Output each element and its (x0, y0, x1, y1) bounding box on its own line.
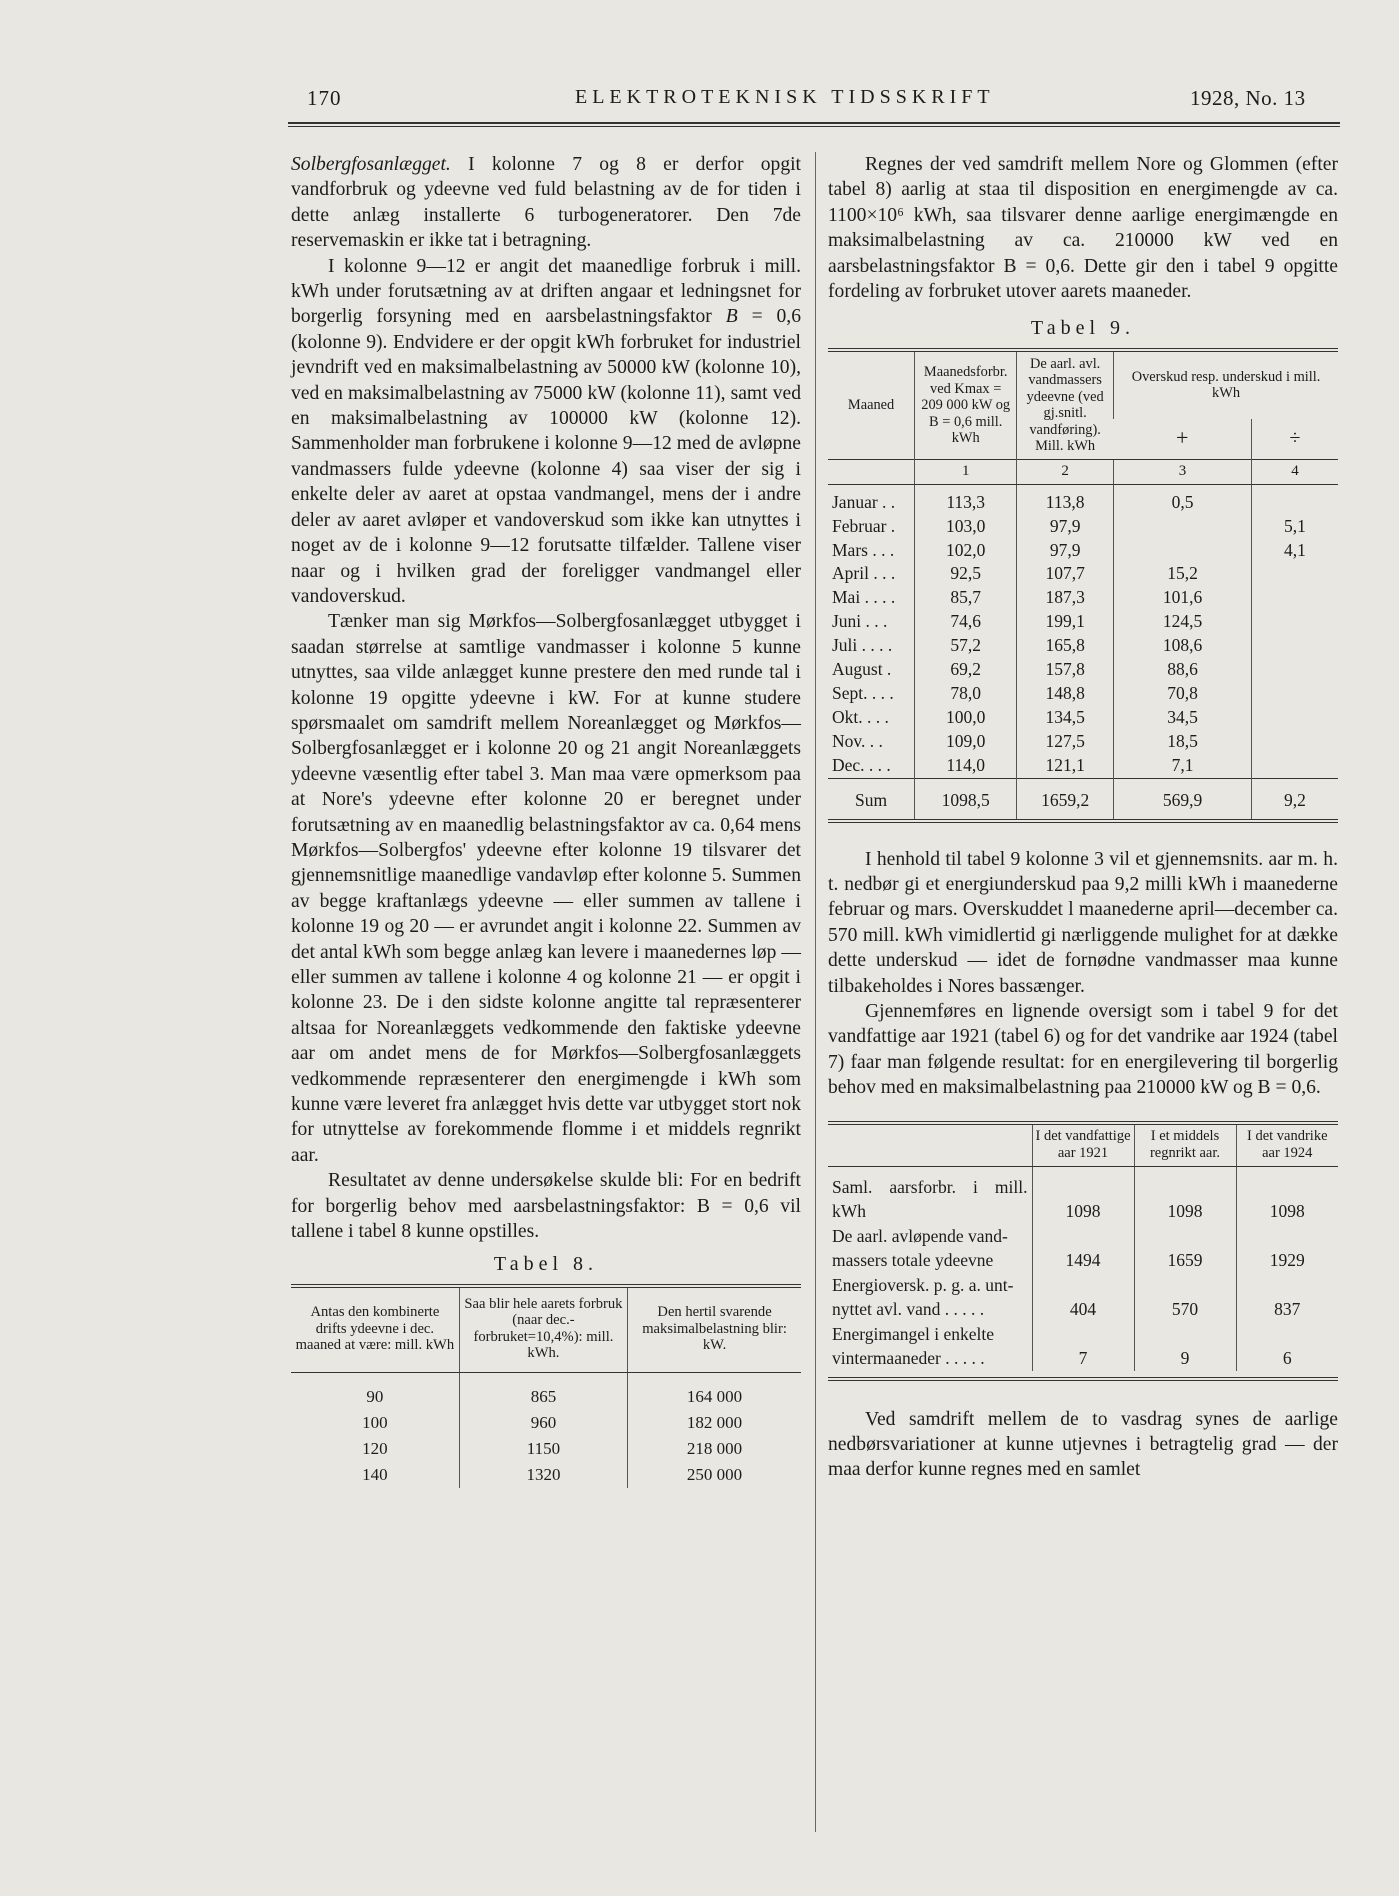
value-cell (1114, 539, 1252, 563)
paragraph: Resultatet av denne undersøkelse skulde bli: For en bedrift for borgerlig behov med aarsbelastningsfaktor: B = 0,6 vil tallene i tabel 8 kunne opstilles. (291, 1170, 801, 1243)
row-label: Saml. aarsforbr. i mill. kWh (832, 1176, 1028, 1222)
table8-header: Den hertil svarende maksimalbelastning blir: kW. (628, 1288, 801, 1373)
table-row: 100 960 182 000 (291, 1410, 801, 1436)
table-row (828, 1224, 1338, 1249)
value-cell: 7,1 (1114, 754, 1252, 778)
month-cell: Okt. . . . (832, 706, 889, 727)
row-label: massers totale ydeevne (832, 1250, 994, 1271)
value-cell (1134, 1322, 1236, 1347)
value-cell: 127,5 (1017, 730, 1114, 754)
value-cell: 102,0 (915, 539, 1017, 563)
table9-header-col34: Overskud resp. underskud i mill. kWh (1114, 352, 1338, 419)
value-cell: 1098 (1236, 1166, 1338, 1224)
value-cell (1236, 1273, 1338, 1298)
value-cell (1114, 515, 1252, 539)
value-cell: 114,0 (915, 754, 1017, 778)
month-cell: Mars . . . (832, 539, 895, 560)
table9-sum-row: Sum 1098,5 1659,2 569,9 9,2 (828, 778, 1338, 818)
table-row: 140 1320 250 000 (291, 1462, 801, 1488)
month-cell: April . . . (832, 563, 896, 584)
value-cell: 107,7 (1017, 562, 1114, 586)
value-cell (1251, 706, 1338, 730)
value-cell (1251, 484, 1338, 514)
value-cell: 34,5 (1114, 706, 1252, 730)
value-cell: 148,8 (1017, 682, 1114, 706)
header-rule-bottom (288, 126, 1340, 127)
journal-title: ELEKTROTEKNISK TIDSSKRIFT (575, 86, 995, 108)
value-cell: 74,6 (915, 610, 1017, 634)
table-row (828, 484, 1338, 514)
table-row (828, 682, 1338, 706)
table9 (828, 352, 1338, 819)
value-cell: 109,0 (915, 730, 1017, 754)
value-cell (1251, 754, 1338, 778)
value-cell (1251, 658, 1338, 682)
row-label: nyttet avl. vand . . . . . (832, 1299, 985, 1320)
value-cell: 1659 (1134, 1248, 1236, 1273)
value-cell: 100,0 (915, 706, 1017, 730)
table10-header: I det vandfattige aar 1921 (1032, 1125, 1134, 1167)
value-cell: 7 (1032, 1346, 1134, 1371)
table-row (828, 1346, 1338, 1371)
value-cell: 97,9 (1017, 539, 1114, 563)
value-cell: 5,1 (1251, 515, 1338, 539)
result-table (828, 1125, 1338, 1371)
month-cell: August . (832, 659, 892, 680)
value-cell: 157,8 (1017, 658, 1114, 682)
table9-caption: Tabel 9. (1030, 317, 1136, 340)
table-row (828, 610, 1338, 634)
value-cell: 570 (1134, 1297, 1236, 1322)
header-rule-top (288, 122, 1340, 124)
value-cell: 85,7 (915, 586, 1017, 610)
table-row: 120 1150 218 000 (291, 1436, 801, 1462)
page-number: 170 (307, 86, 342, 110)
paragraph: Ved samdrift mellem de to vasdrag synes de aarlige nedbørsvariationer at kunne utjevnes i betragtelig grad — der maa derfor kunne regnes med en samlet (828, 1408, 1338, 1481)
right-column (828, 152, 1338, 1483)
value-cell (1251, 730, 1338, 754)
value-cell (1251, 682, 1338, 706)
value-cell (1032, 1224, 1134, 1249)
value-cell: 101,6 (1114, 586, 1252, 610)
value-cell: 78,0 (915, 682, 1017, 706)
paragraph: Gjennemføres en lignende oversigt som i tabel 9 for det vandfattige aar 1921 (tabel 6) og for det vandrike aar 1924 (tabel 7) faar man følgende resultat: for en energilevering til borgerlig behov med en maksimalbelastning paa 210000 kW og B = 0,6. (828, 1000, 1338, 1099)
table-row (828, 730, 1338, 754)
table-row (828, 1297, 1338, 1322)
value-cell: 97,9 (1017, 515, 1114, 539)
table-row (828, 586, 1338, 610)
value-cell (1251, 562, 1338, 586)
table8 (291, 1288, 801, 1488)
column-number: 1 (915, 459, 1017, 484)
table-row (828, 754, 1338, 778)
plus-icon: + (1176, 425, 1189, 451)
table9-header-month: Maaned (847, 397, 895, 414)
value-cell: 187,3 (1017, 586, 1114, 610)
issue-number: 1928, No. 13 (1190, 86, 1306, 110)
value-cell (1032, 1273, 1134, 1298)
value-cell: 4,1 (1251, 539, 1338, 563)
value-cell: 69,2 (915, 658, 1017, 682)
month-cell: Nov. . . (832, 730, 883, 751)
month-cell: Mai . . . . (832, 587, 896, 608)
value-cell: 113,3 (915, 484, 1017, 514)
paragraph: Solbergfosanlægget. I kolonne 7 og 8 er derfor opgit vandforbruk og ydeevne ved fuld belastning av de for tiden i dette anlæg installerte 6 turbogeneratorer. Den 7de reservemaskin er ikke tat i betragning. (291, 154, 801, 252)
value-cell (1134, 1224, 1236, 1249)
value-cell: 134,5 (1017, 706, 1114, 730)
value-cell: 6 (1236, 1346, 1338, 1371)
value-cell: 113,8 (1017, 484, 1114, 514)
value-cell: 1098 (1134, 1166, 1236, 1224)
paragraph: I henhold til tabel 9 kolonne 3 vil et gjennemsnits. aar m. h. t. nedbør gi et energiunderskud paa 9,2 milli kWh i maanederne februar og mars. Overskuddet l maanederne april—december ca. 570 mill. kWh vimidlertid gi nærliggende mulighet for at dække dette underskud — idet de fornødne vandmasser maa kunne tilbakeholdes i Nores bassænger. (828, 848, 1338, 997)
table-row (828, 1322, 1338, 1347)
table-row: 90 865 164 000 (291, 1372, 801, 1410)
value-cell: 92,5 (915, 562, 1017, 586)
table8-header: Antas den kombinerte drifts ydeevne i dec. maaned at være: mill. kWh (291, 1288, 459, 1373)
value-cell: 124,5 (1114, 610, 1252, 634)
minus-icon: ÷ (1251, 419, 1338, 460)
row-label: vintermaaneder . . . . . (832, 1348, 985, 1369)
column-divider (815, 152, 816, 1832)
value-cell: 18,5 (1114, 730, 1252, 754)
table9-bottom-rule (828, 819, 1338, 823)
row-label: De aarl. avløpende vand- (832, 1225, 1008, 1246)
value-cell (1251, 610, 1338, 634)
table8-caption: Tabel 8. (493, 1253, 599, 1276)
column-number: 4 (1251, 459, 1338, 484)
value-cell: 9 (1134, 1346, 1236, 1371)
value-cell: 108,6 (1114, 634, 1252, 658)
table10-header: I et middels regnrikt aar. (1134, 1125, 1236, 1167)
month-cell: Februar . (832, 515, 896, 536)
value-cell (1236, 1224, 1338, 1249)
month-cell: Januar . . (832, 491, 896, 512)
value-cell: 837 (1236, 1297, 1338, 1322)
value-cell: 88,6 (1114, 658, 1252, 682)
table9-header-col1: Maanedsforbr. ved Kmax = 209 000 kW og B = 0,6 mill. kWh (915, 352, 1017, 460)
value-cell: 57,2 (915, 634, 1017, 658)
value-cell: 404 (1032, 1297, 1134, 1322)
value-cell: 1098 (1032, 1166, 1134, 1224)
value-cell: 70,8 (1114, 682, 1252, 706)
value-cell: 103,0 (915, 515, 1017, 539)
value-cell: 1929 (1236, 1248, 1338, 1273)
value-cell: 15,2 (1114, 562, 1252, 586)
value-cell: 121,1 (1017, 754, 1114, 778)
table10-header: I det vandrike aar 1924 (1236, 1125, 1338, 1167)
value-cell: 199,1 (1017, 610, 1114, 634)
column-number: 3 (1114, 459, 1252, 484)
table-row (828, 515, 1338, 539)
table-row (828, 1248, 1338, 1273)
value-cell: 1494 (1032, 1248, 1134, 1273)
paragraph: Tænker man sig Mørkfos—Solbergfosanlægget utbygget i saadan størrelse at samtlige vandmasser i kolonne 5 kunne utnyttes, saa vilde anlægget kunne prestere den med runde tal i kolonne 19 opgitte ydeevne i kW. For at kunne studere spørsmaalet om samdrift mellem Noreanlægget og Mørkfos—Solbergfosanlægget er i kolonne 20 og 21 angit Noreanlæggets ydeevne væsentlig efter tabel 3. Man maa være opmerksom paa at Nore's ydeevne efter kolonne 20 er beregnet under forutsætning av en maanedlig belastningsfaktor av ca. 0,64 mens Mørkfos—Solbergfos' ydeevne efter kolonne 19 tilsvarer det gjennemsnitlige maanedlige vandavløp efter kolonne 5. Summen av begge kraftanlægs ydeevne — eller summen av tallene i kolonne 19 og 20 — er avrundet angit i kolonne 22. Summen av det antal kWh som begge anlæg kan levere i maanedernes løp — eller summen av tallene i kolonne 4 og kolonne 21 — er opgit i kolonne 23. De i den sidste kolonne angitte tal repræsenterer altsaa for Noreanlæggets vedkommende den faktiske ydeevne aar om andet mens de for Mørkfos—Solbergfosanlæggets vedkommende repræsenterer den energimengde i kWh som kunne være leveret fra anlægget hvis dette var utbygget stort nok for utnyttelse av forekommende flomme i et middels regnrikt aar. (291, 611, 801, 1166)
table-row (828, 1273, 1338, 1298)
month-cell: Juni . . . (832, 611, 888, 632)
value-cell: 0,5 (1114, 484, 1252, 514)
value-cell (1032, 1322, 1134, 1347)
table-row (828, 562, 1338, 586)
month-cell: Juli . . . . (832, 635, 893, 656)
value-cell: 165,8 (1017, 634, 1114, 658)
row-label: Energioversk. p. g. a. unt- (832, 1274, 1014, 1295)
paragraph: Regnes der ved samdrift mellem Nore og Glommen (efter tabel 8) aarlig at staa til disposition en energimengde av ca. 1100×10⁶ kWh, saa tilsvarer denne aarlige energimængde en maksimalbelastning av ca. 210000 kW ved en aarsbelastningsfaktor B = 0,6. Dette gir den i tabel 9 opgitte fordeling av forbruket utover aarets maaneder. (828, 154, 1338, 303)
value-cell (1251, 634, 1338, 658)
value-cell (1134, 1273, 1236, 1298)
table10-bottom-rule (828, 1377, 1338, 1381)
month-cell: Sept. . . . (832, 683, 894, 703)
table9-header-col2: De aarl. avl. vandmassers ydeevne (ved gj.snitl. vandføring). Mill. kWh (1017, 352, 1114, 460)
table-row (828, 1166, 1338, 1224)
month-cell: Dec. . . . (832, 754, 891, 775)
table-row (828, 706, 1338, 730)
row-label: Energimangel i enkelte (832, 1323, 994, 1344)
value-cell (1251, 586, 1338, 610)
table8-header: Saa blir hele aarets forbruk (naar dec.-forbruket=10,4%): mill. kWh. (459, 1288, 627, 1373)
table-row (828, 658, 1338, 682)
left-column (291, 152, 801, 1488)
column-number: 2 (1017, 459, 1114, 484)
table-row (828, 539, 1338, 563)
paragraph: I kolonne 9—12 er angit det maanedlige forbruk i mill. kWh under forutsætning av at driften angaar et ledningsnet for borgerlig forsyning med en aarsbelastningsfaktor B = 0,6 (kolonne 9). Endvidere er der opgit kWh forbruket for industriel jevndrift ved en maksimalbelastning av 50000 kW (kolonne 10), ved en maksimalbelastning av 75000 kW (kolonne 11), samt ved en maksimalbelastning av 100000 kW (kolonne 12). Sammenholder man forbrukene i kolonne 9—12 med de avløpne vandmassers fulde ydeevne (kolonne 4) saa viser der sig i enkelte deler av aaret at opstaa vandmangel, mens der i andre deler av aaret avløper et vandoverskud som ikke kan utnyttes i noget av de i kolonne 9—12 forutsatte tilfælder. Tallene viser naar og i hvilken grad der foreligger vandmangel eller vandoverskud. (291, 255, 801, 607)
table-row (828, 634, 1338, 658)
value-cell (1236, 1322, 1338, 1347)
